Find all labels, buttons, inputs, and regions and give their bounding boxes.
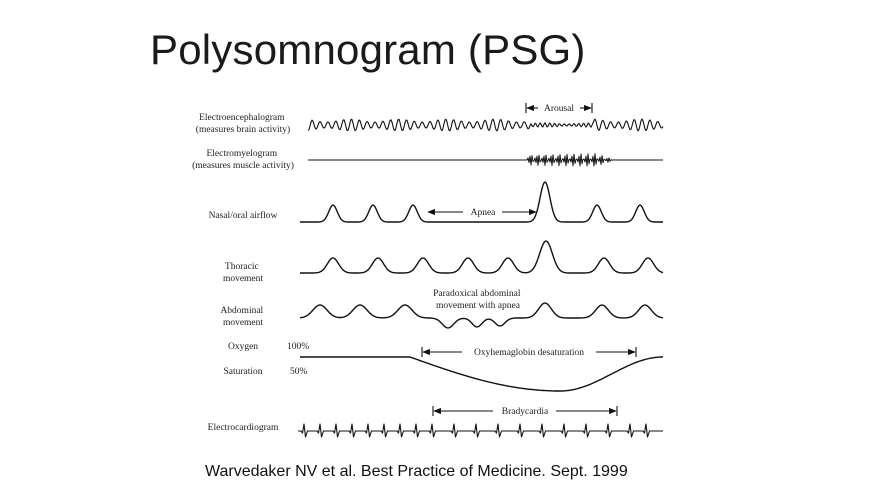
page-title: Polysomnogram (PSG) xyxy=(150,26,586,73)
thoracic-trace xyxy=(300,241,663,273)
thoracic-label: Thoracic movement xyxy=(222,262,264,284)
arousal-text: Arousal xyxy=(543,104,575,114)
eeg-trace xyxy=(308,119,663,131)
scale-high-label: 100% xyxy=(287,342,310,352)
arousal-annotation xyxy=(526,103,592,114)
emg-trace xyxy=(308,154,663,166)
emg-label: Electromyelogram (measures muscle activity) xyxy=(192,149,294,171)
citation: Warvedaker NV et al. Best Practice of Medicine. Sept. 1999 xyxy=(205,463,628,480)
paradoxical-text: Paradoxical abdominal movement with apnea xyxy=(433,289,521,311)
saturation-label: Saturation xyxy=(223,367,263,377)
desaturation-text: Oxyhemaglobin desaturation xyxy=(473,348,585,358)
oxygen-trace xyxy=(300,357,663,391)
bradycardia-annotation xyxy=(433,406,617,417)
desaturation-annotation xyxy=(422,347,636,358)
apnea-annotation xyxy=(428,208,536,218)
oxygen-label: Oxygen xyxy=(227,342,259,352)
ecg-label: Electrocardiogram xyxy=(207,423,279,433)
apnea-text: Apnea xyxy=(470,208,496,218)
scale-low-label: 50% xyxy=(290,367,308,377)
abdominal-label: Abdominal movement xyxy=(220,306,264,328)
airflow-label: Nasal/oral airflow xyxy=(208,211,278,221)
ecg-trace xyxy=(298,424,663,437)
bradycardia-text: Bradycardia xyxy=(501,407,549,417)
eeg-label: Electroencephalogram (measures brain activity) xyxy=(195,113,291,135)
